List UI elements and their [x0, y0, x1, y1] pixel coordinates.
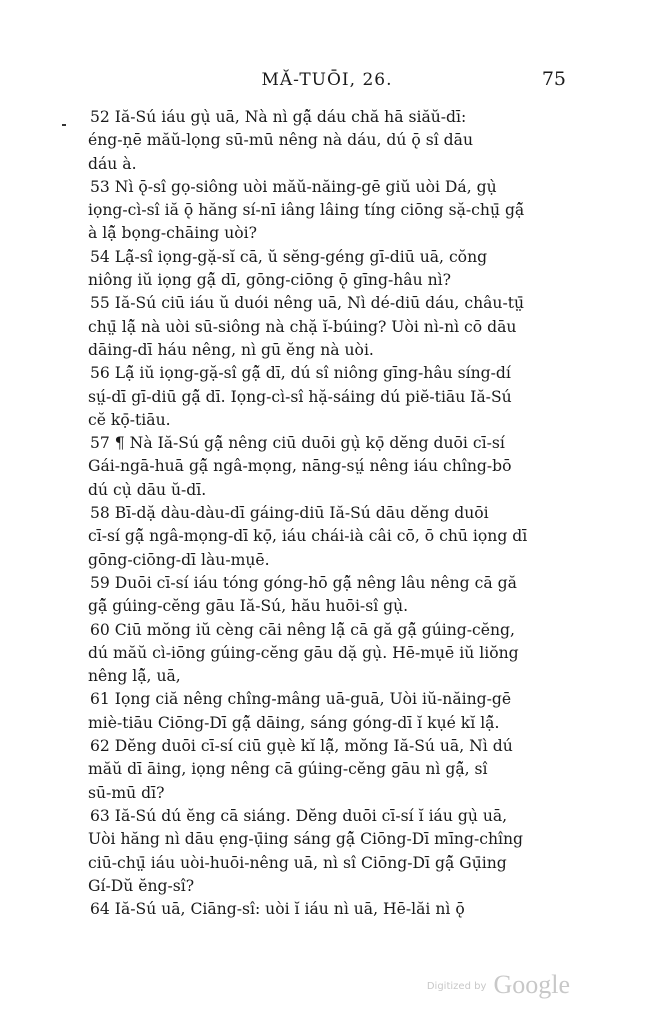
verse-line: măŭ dī āing, iọng nêng cā gúing-cĕng gāu nì gậ̆, sî	[88, 760, 488, 779]
verse-paragraph	[88, 898, 568, 921]
verse-line: 53 Nì ǭ-sî gọ-siông uòi măŭ-năing-gē giŭ uòi Dá, gụ̀	[90, 177, 497, 196]
verse-line: Gí-Dŭ ĕng-sî?	[88, 876, 195, 895]
verse-line: 60 Ciū mŏng iŭ cèng cāi nêng lậ̆ cā gă gậ̆ gúing-cĕng,	[90, 620, 515, 639]
digitization-watermark	[427, 970, 570, 1000]
verse-paragraph	[88, 246, 568, 293]
verse-paragraph	[88, 432, 568, 502]
verse-line: Uòi hăng nì dāu ẹng-ụ̄ing sáng gậ̆ Ciōng-Dī mīng-chîng	[88, 830, 524, 849]
verse-line: 62 Dĕng duōi cī-sí ciū gụè kĭ lậ̆, mŏng Iă-Sú uā, Nì dú	[90, 737, 513, 756]
page-number: 75	[541, 68, 566, 90]
verse-line: iọng-cì-sî iă ǭ hăng sí-nī iâng lâing tíng ciōng sặ-chṳ̄ gậ̆	[88, 201, 525, 220]
verse-line: dáu à.	[88, 154, 137, 173]
verse-line: miè-tiāu Ciōng-Dī gậ̆ dāing, sáng góng-dī ĭ kụé kĭ lậ̆.	[88, 713, 500, 732]
page-header	[88, 70, 566, 94]
verse-line: niông iŭ iọng gậ̆ dī, gōng-ciōng ǭ gīng-hâu nì?	[88, 271, 451, 290]
verse-line: 55 Iă-Sú ciū iáu ŭ duói nêng uā, Nì dé-diū dáu, châu-tṳ̄	[90, 294, 525, 313]
verse-line: sṳ́-dī gī-diū gậ̆ dī. Iọng-cì-sî hặ-sáing dú piĕ-tiāu Iă-Sú	[88, 387, 512, 406]
verse-line: à lậ̆ bọng-chāing uòi?	[88, 224, 257, 243]
verse-paragraph	[88, 176, 568, 246]
verse-line: cī-sí gậ̆ ngâ-mọng-dī kọ̄, iáu chái-ià câi cō, ō chū iọng dī	[88, 527, 528, 546]
verse-line: 64 Iă-Sú uā, Ciāng-sî: uòi ĭ iáu nì uā, Hē-lăi nì ǭ	[90, 900, 465, 919]
verse-paragraph	[88, 362, 568, 432]
verse-line: 59 Duōi cī-sí iáu tóng góng-hō gậ̆ nêng lâu nêng cā gă	[90, 573, 517, 592]
verse-line: gōng-ciōng-dī làu-mụē.	[88, 550, 270, 569]
verse-line: ciū-chṳ̄ iáu uòi-huōi-nêng uā, nì sî Ciōng-Dī gậ̆ Gụ̄ing	[88, 853, 507, 872]
verse-line: gậ̆ gúing-cĕng gāu Iă-Sú, hău huōi-sî gụ̀.	[88, 597, 409, 616]
verse-line: sū-mū dī?	[88, 783, 165, 802]
verse-line: nêng lậ̆, uā,	[88, 667, 181, 686]
body-text	[88, 106, 568, 921]
verse-line: dú cụ̀ dāu ŭ-dī.	[88, 480, 207, 499]
watermark-prefix: Digitized by	[426, 981, 487, 992]
verse-paragraph	[88, 292, 568, 362]
verse-line: 54 Lậ̆-sî iọng-gặ-sĭ cā, ŭ sĕng-géng gī-diū uā, cŏng	[90, 247, 488, 266]
verse-line: 61 Iọng ciă nêng chîng-mâng uā-guā, Uòi iŭ-năing-gē	[90, 690, 512, 709]
verse-paragraph	[88, 688, 568, 735]
verse-line: dāing-dī háu nêng, nì gū ĕng nà uòi.	[88, 340, 374, 359]
verse-line: 56 Lậ̆ iŭ iọng-gặ-sî gậ̆ dī, dú sî niông gīng-hâu síng-dí	[90, 364, 511, 383]
verse-paragraph	[88, 805, 568, 898]
margin-mark	[62, 124, 66, 126]
verse-line: cĕ kọ̄-tiāu.	[88, 410, 171, 429]
verse-paragraph	[88, 735, 568, 805]
verse-line: dú măŭ cì-iōng gúing-cĕng gāu dặ gụ̀. Hē-mụē iŭ liŏng	[88, 643, 519, 662]
verse-paragraph	[88, 502, 568, 572]
verse-line: 57 ¶ Nà Iă-Sú gậ̆ nêng ciū duōi gụ̀ kọ̄ dĕng duōi cī-sí	[90, 434, 505, 453]
verse-line: chṳ̄ lậ̆ nà uòi sū-siông nà chặ ĭ-búing? Uòi nì-nì cō dāu	[88, 317, 517, 336]
verse-paragraph	[88, 619, 568, 689]
verse-paragraph	[88, 572, 568, 619]
verse-line: Gái-ngā-huā gậ̆ ngâ-mọng, nāng-sṳ́ nêng iáu chîng-bō	[88, 457, 512, 476]
verse-line: 52 Iă-Sú iáu gụ̀ uā, Nà nì gậ̆ dáu chă hā siăŭ-dī:	[90, 108, 467, 126]
watermark-brand: Google	[493, 970, 570, 999]
running-title: MĂ-TUŌI, 26.	[261, 70, 393, 90]
verse-line: 58 Bī-dặ dàu-dàu-dī gáing-diū Iă-Sú dāu dĕng duōi	[90, 504, 489, 523]
verse-line: 63 Iă-Sú dú ĕng cā siáng. Dĕng duōi cī-sí ĭ iáu gụ̀ uā,	[90, 806, 508, 825]
verse-paragraph	[88, 106, 568, 176]
verse-line: éng-ṇē măŭ-lọng sū-mū nêng nà dáu, dú ǭ sî dāu	[88, 131, 473, 150]
